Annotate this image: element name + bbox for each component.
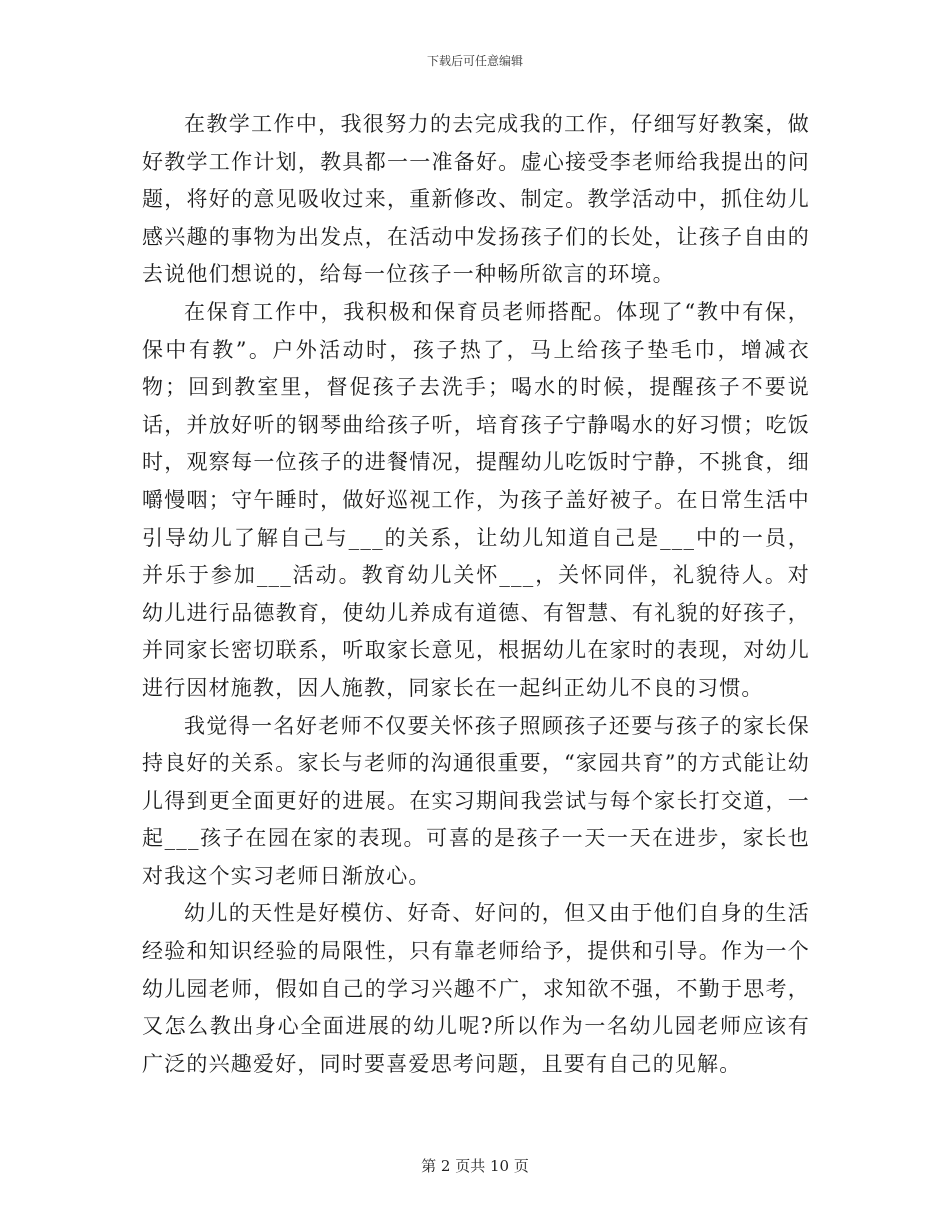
paragraph-care: 在保育工作中，我积极和保育员老师搭配。体现了“教中有保，保中有教”。户外活动时，孩子热了，马上给孩子垫毛巾，增减衣物；回到教室里，督促孩子去洗手；喝水的时候，提醒孩子不要说话，并放好听的钢琴曲给孩子听，培育孩子宁静喝水的好习惯；吃饭时，观察每一位孩子的进餐情况，提醒幼儿吃饭时宁静，不挑食，细嚼慢咽；守午睡时，做好巡视工作，为孩子盖好被子。在日常生活中引导幼儿了解自己与___的关系，让幼儿知道自己是___中的一员，并乐于参加___活动。教育幼儿关怀___，关怀同伴，礼貌待人。对幼儿进行品德教育，使幼儿养成有道德、有智慧、有礼貌的好孩子，并同家长密切联系，听取家长意见，根据幼儿在家时的表现，对幼儿进行因材施教，因人施教，同家长在一起纠正幼儿不良的习惯。 bbox=[142, 299, 810, 700]
paragraph-parents: 我觉得一名好老师不仅要关怀孩子照顾孩子还要与孩子的家长保持良好的关系。家长与老师的沟通很重要，“家园共育”的方式能让幼儿得到更全面更好的进展。在实习期间我尝试与每个家长打交道，一起___孩子在园在家的表现。可喜的是孩子一天一天在进步，家长也对我这个实习老师日渐放心。 bbox=[142, 713, 810, 888]
page-header: 下载后可任意编辑 bbox=[426, 54, 523, 68]
paragraph-interests: 幼儿的天性是好模仿、好奇、好问的，但又由于他们自身的生活经验和知识经验的局限性，只有靠老师给予，提供和引导。作为一个幼儿园老师，假如自己的学习兴趣不广，求知欲不强，不勤于思考，又怎么教出身心全面进展的幼儿呢?所以作为一名幼儿园老师应该有广泛的兴趣爱好，同时要喜爱思考问题，且要有自己的见解。 bbox=[142, 901, 810, 1076]
paragraph-teaching: 在教学工作中，我很努力的去完成我的工作，仔细写好教案，做好教学工作计划，教具都一一准备好。虚心接受李老师给我提出的问题，将好的意见吸收过来，重新修改、制定。教学活动中，抓住幼儿感兴趣的事物为出发点，在活动中发扬孩子们的长处，让孩子自由的去说他们想说的，给每一位孩子一种畅所欲言的环境。 bbox=[142, 112, 810, 287]
page-number: 第 2 页共 10 页 bbox=[421, 1157, 529, 1175]
document-body bbox=[142, 106, 810, 1083]
